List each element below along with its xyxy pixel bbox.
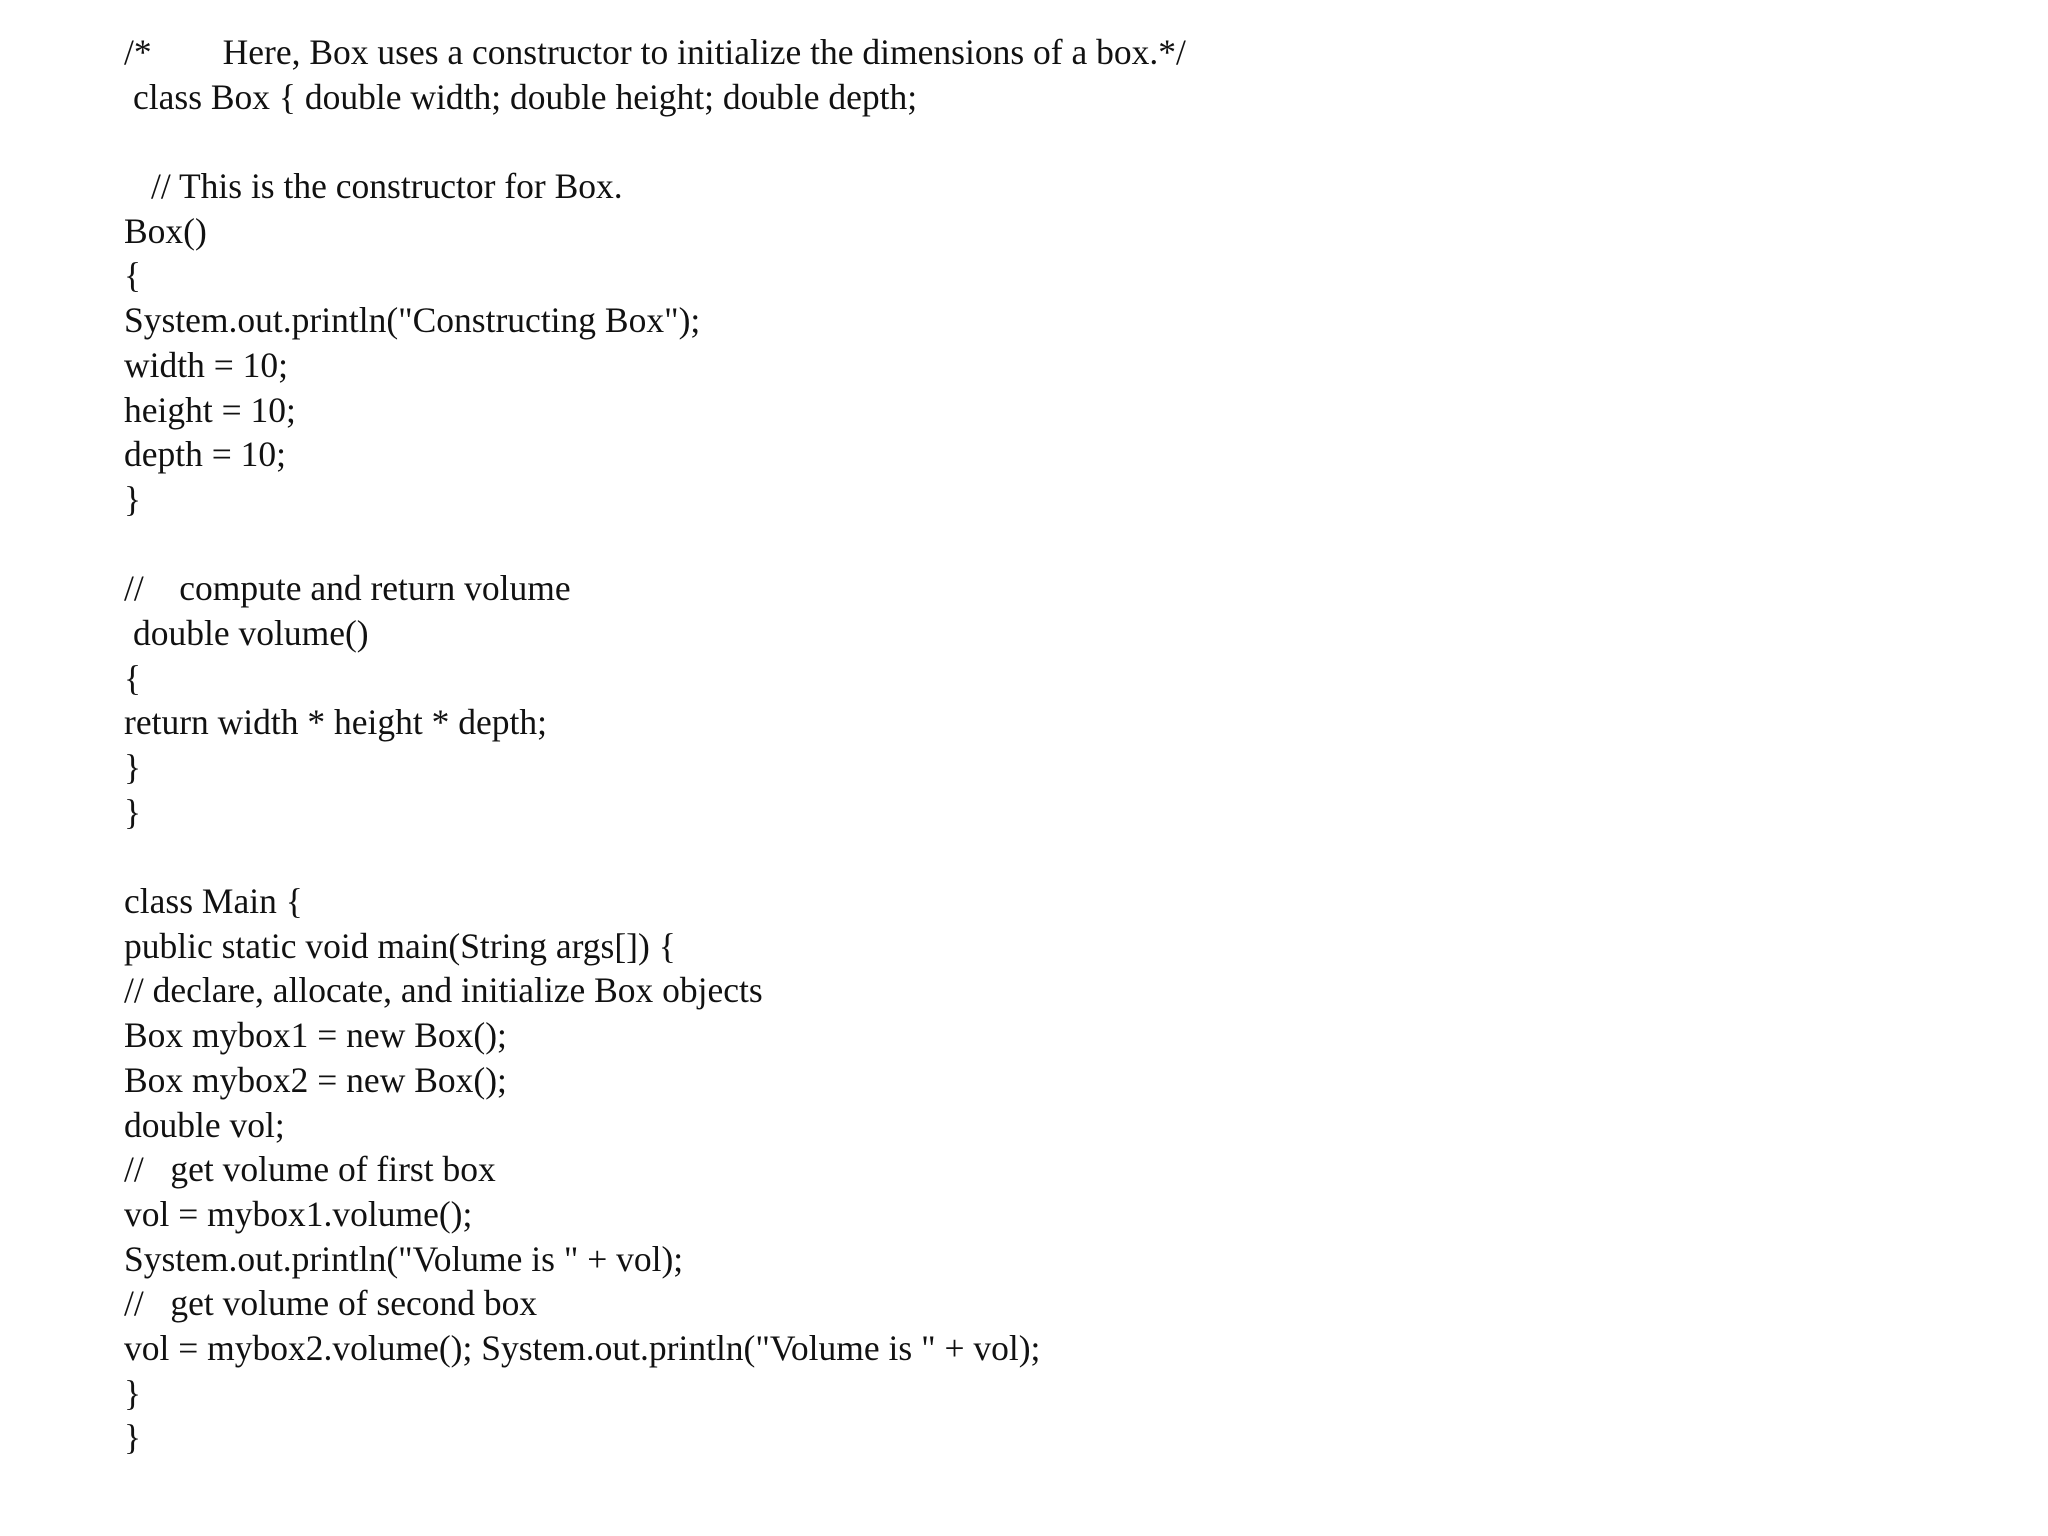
code-line: System.out.println("Constructing Box"); <box>124 300 701 341</box>
code-line: } <box>124 747 142 787</box>
code-line: } <box>124 791 142 832</box>
code-line: } <box>124 1372 142 1413</box>
code-line: depth = 10; <box>124 434 287 475</box>
constructor-comment: // This is the constructor for Box. <box>151 166 623 207</box>
class-box-declaration: class Box { double width; double height; double depth; <box>133 76 918 117</box>
code-line: Box mybox2 = new Box(); <box>124 1059 507 1100</box>
header-comment: /* Here, Box uses a constructor to initialize the dimensions of a box.*/ <box>124 32 1186 72</box>
volume-comment: // compute and return volume <box>124 568 571 609</box>
constructor-signature: Box() <box>124 210 207 251</box>
code-line: System.out.println("Volume is " + vol); <box>124 1238 684 1279</box>
main-method-signature: public static void main(String args[]) { <box>124 925 676 966</box>
blank-line <box>124 119 2004 164</box>
code-line: height = 10; <box>124 389 296 430</box>
code-line: width = 10; <box>124 344 288 385</box>
code-line: } <box>124 478 142 519</box>
code-line: vol = mybox1.volume(); <box>124 1193 473 1234</box>
class-main-declaration: class Main { <box>124 881 303 922</box>
code-line: double vol; <box>124 1104 285 1145</box>
blank-line <box>124 522 2004 567</box>
code-line: } <box>124 1417 142 1458</box>
code-listing <box>124 30 2004 1460</box>
code-comment: // get volume of first box <box>124 1149 496 1190</box>
code-line: return width * height * depth; <box>124 702 547 743</box>
code-line: vol = mybox2.volume(); System.out.println("Volume is " + vol); <box>124 1327 1041 1368</box>
volume-method-signature: double volume() <box>133 612 369 653</box>
code-line: { <box>124 657 142 698</box>
code-comment: // declare, allocate, and initialize Box objects <box>124 970 763 1011</box>
code-line: { <box>124 255 142 296</box>
code-comment: // get volume of second box <box>124 1283 538 1324</box>
blank-line <box>124 834 2004 879</box>
code-line: Box mybox1 = new Box(); <box>124 1015 507 1056</box>
